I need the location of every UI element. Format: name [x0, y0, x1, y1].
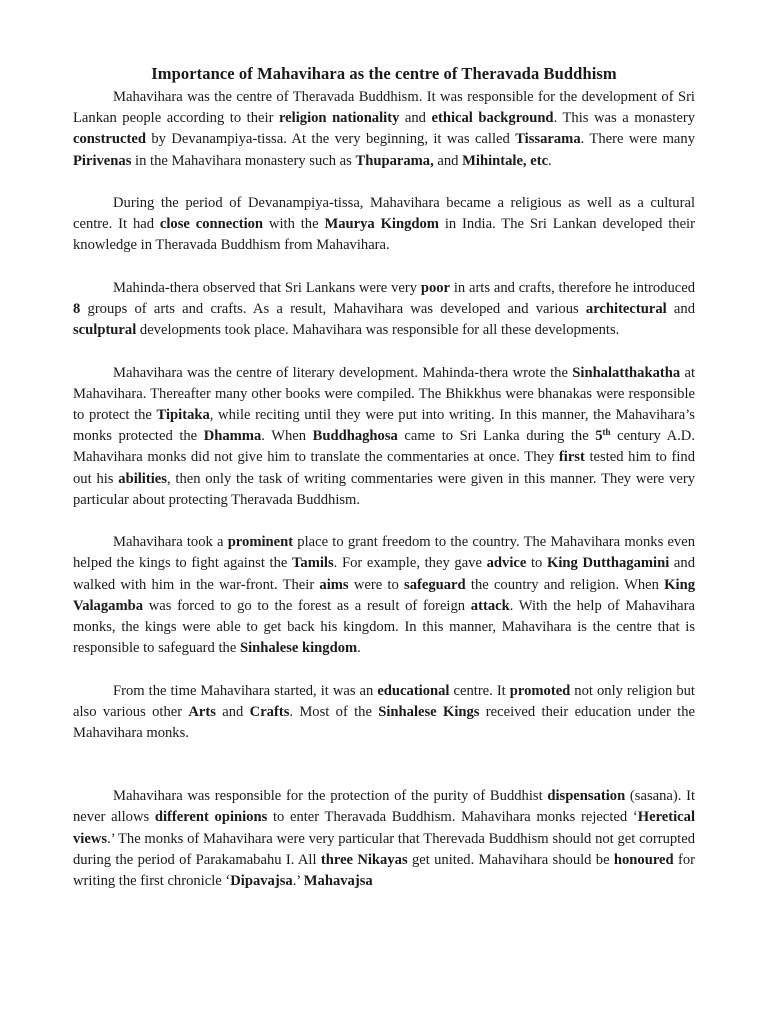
paragraph-spacer — [73, 341, 695, 362]
body-text: Mahavihara took a — [113, 534, 228, 551]
bold-term: abilities — [118, 470, 167, 487]
paragraph-spacer — [73, 744, 695, 786]
body-text: and — [666, 301, 695, 317]
paragraph-6 — [73, 681, 695, 745]
body-text: in India. The Sri Lankan developed their knowledge in Theravada Buddhism from Mahavihara. — [73, 216, 695, 254]
paragraph-spacer — [73, 257, 695, 278]
body-text: . There were many — [580, 131, 695, 148]
body-text: in the Mahavihara monastery such as — [131, 152, 356, 169]
bold-term: different opinions — [154, 809, 268, 826]
bold-term: Mahavajsa — [303, 873, 373, 890]
paragraph-1 — [73, 87, 695, 172]
body-text: the country and religion. When — [465, 576, 665, 593]
bold-term: first — [558, 449, 585, 466]
body-text: and walked with him in the war-front. Their — [73, 555, 695, 593]
bold-term: Dhamma — [203, 428, 262, 445]
body-text: . — [548, 152, 552, 169]
document-page — [73, 64, 695, 1024]
bold-term: Buddhaghosa — [312, 428, 398, 445]
bold-term: sculptural — [73, 322, 137, 339]
body-text: for writing the first chronicle ‘ — [73, 851, 695, 890]
bold-term: prominent — [227, 534, 294, 551]
paragraph-spacer — [73, 172, 695, 193]
body-text: During the period of Devanampiya-tissa, Mahavihara became a religious as well as a cultural centre. It had — [73, 195, 695, 233]
bold-term: ethical background — [431, 110, 554, 127]
body-text: with the — [263, 216, 325, 233]
paragraph-spacer — [73, 511, 695, 532]
body-text: .’ — [292, 873, 304, 890]
bold-term: Thuparama, — [355, 152, 434, 169]
paragraph-2 — [73, 193, 695, 257]
bold-term: Pirivenas — [73, 152, 132, 169]
body-text: . This was a monastery — [553, 110, 695, 127]
body-text: groups of arts and crafts. As a result, Mahavihara was developed and various — [80, 301, 586, 317]
body-text: not only religion but also various other — [73, 682, 695, 720]
bold-term: Heretical views — [73, 809, 695, 847]
body-text: and — [215, 703, 250, 720]
body-text: From the time Mahavihara started, it was an — [113, 682, 378, 699]
bold-term: constructed — [73, 131, 146, 148]
body-text: at Mahavihara. Thereafter many other books were compiled. The Bhikkhus were bhanakas were responsible to protect the — [73, 364, 695, 423]
body-text: in arts and crafts, therefore he introduced — [450, 279, 695, 296]
bold-term: Tissarama — [515, 131, 581, 148]
paragraph-7 — [73, 786, 695, 892]
bold-term: Dipavajsa — [230, 873, 293, 890]
body-text: developments took place. Mahavihara was responsible for all these developments. — [136, 322, 620, 339]
body-text: received their education under the Mahavihara monks. — [73, 703, 695, 742]
bold-term: poor — [420, 279, 451, 296]
bold-term: Mihintale, etc — [462, 152, 549, 169]
body-text: and — [399, 110, 432, 127]
bold-term: Arts — [188, 703, 216, 720]
bold-term: religion nationality — [278, 110, 400, 127]
body-text: (sasana). It never allows — [73, 788, 695, 826]
bold-term: advice — [486, 555, 527, 572]
bold-term: dispensation — [547, 788, 626, 805]
paragraph-3 — [73, 278, 695, 342]
bold-term: King Valagamba — [73, 576, 695, 614]
document-title: Importance of Mahavihara as the centre of Theravada Buddhism — [151, 64, 617, 83]
body-text: to — [526, 555, 548, 572]
body-text: tested him to find out his — [73, 449, 695, 487]
body-text: get united. Mahavihara should be — [407, 851, 614, 868]
bold-term: architectural — [585, 301, 667, 317]
bold-term: honoured — [613, 851, 674, 868]
bold-term: Sinhalese Kings — [378, 703, 480, 720]
bold-term: 8 — [73, 301, 81, 317]
bold-term: 5 — [595, 428, 603, 445]
bold-term: promoted — [509, 682, 571, 699]
body-text: . — [357, 640, 361, 657]
bold-term: safeguard — [404, 576, 466, 593]
body-text: , while reciting until they were put into writing. In this manner, the Mahavihara’s monks protected the — [73, 407, 695, 445]
bold-term: Tamils — [292, 555, 334, 572]
body-text: centre. It — [449, 682, 510, 699]
body-text: , then only the task of writing commentaries were given in this manner. They were very particular about protecting Theravada Buddhism. — [73, 470, 695, 508]
body-text: place to grant freedom to the country. The Mahavihara monks even helped the kings to fight against the — [73, 534, 695, 572]
bold-term: Tipitaka — [156, 407, 210, 423]
bold-term: Sinhalatthakatha — [572, 364, 681, 381]
bold-term: educational — [377, 682, 450, 699]
body-text: Mahavihara was the centre of Theravada Buddhism. It was responsible for the development of Sri Lankan people according to their — [73, 89, 695, 127]
bold-term: attack — [470, 597, 510, 614]
body-text: was forced to go to the forest as a result of foreign — [143, 597, 471, 614]
body-text: Mahavihara was the centre of literary development. Mahinda-thera wrote the — [113, 364, 573, 381]
body-text: century A.D. Mahavihara monks did not give him to translate the commentaries at once. They — [73, 428, 695, 466]
paragraph-4 — [73, 363, 695, 511]
body-text: came to Sri Lanka during the — [397, 428, 596, 445]
body-text: . With the help of Mahavihara monks, the kings were able to get back his kingdom. In this manner, Mahavihara is the centre that is responsible to safeguard the — [73, 597, 695, 657]
body-text: Mahinda-thera observed that Sri Lankans were very — [113, 279, 421, 296]
body-text: to enter Theravada Buddhism. Mahavihara monks rejected ‘ — [267, 809, 638, 826]
body-text: were to — [348, 576, 405, 593]
superscript-text: th — [602, 427, 611, 438]
bold-term: King Dutthagamini — [547, 555, 670, 572]
body-text: . When — [261, 428, 313, 445]
body-text: . For example, they gave — [333, 555, 487, 572]
body-text: by Devanampiya-tissa. At the very beginning, it was called — [145, 131, 516, 148]
bold-term: three Nikayas — [320, 851, 408, 868]
body-text: . Most of the — [289, 703, 379, 720]
body-text: and — [433, 152, 463, 169]
bold-term: Crafts — [249, 703, 290, 720]
bold-term: aims — [319, 576, 349, 593]
bold-term: Sinhalese kingdom — [239, 640, 358, 657]
bold-term: Maurya Kingdom — [324, 216, 439, 233]
bold-term: close connection — [159, 216, 264, 233]
body-text: Mahavihara was responsible for the protection of the purity of Buddhist — [113, 788, 548, 805]
body-text: .’ The monks of Mahavihara were very particular that Therevada Buddhism should not get corrupted during the period of Parakamabahu I. All — [73, 830, 695, 868]
paragraph-spacer — [73, 659, 695, 680]
paragraph-5 — [73, 532, 695, 659]
